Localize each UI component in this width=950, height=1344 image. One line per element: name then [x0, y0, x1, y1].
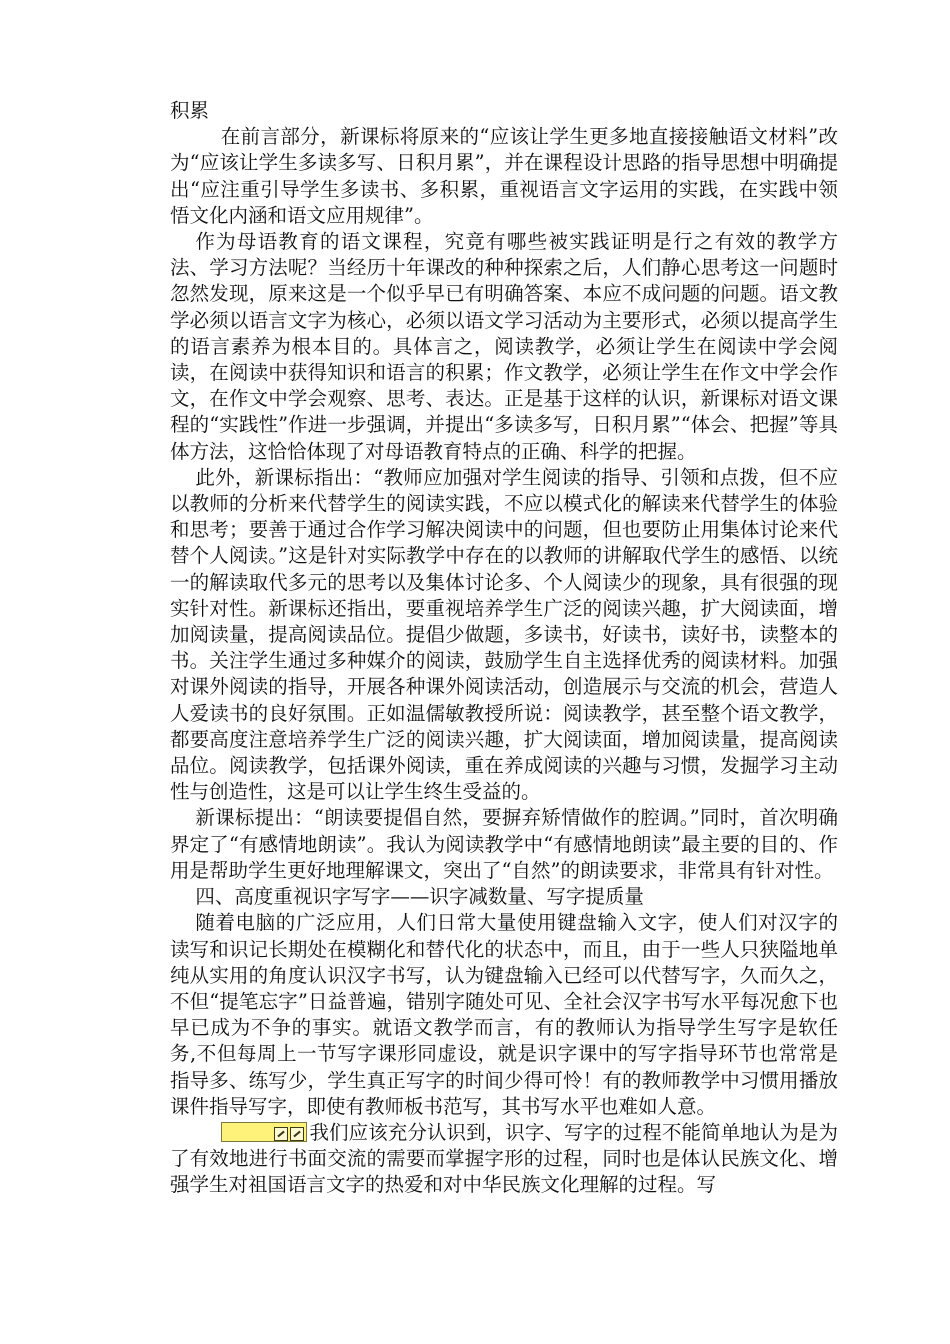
section-heading: 四、高度重视识字写字——识字减数量、写字提质量 [195, 885, 644, 909]
document-body [170, 98, 838, 1199]
paragraph: 作为母语教育的语文课程，究竟有哪些被实践证明是行之有效的教学方法、学习方法呢？当经历十年课改的种种探索之后，人们静心思考这一问题时忽然发现，原来这是一个似乎早已有明确答案、本应不成问题的问题。语文教学必须以语言文字为核心，必须以语文学习活动为主要形式，必须以提高学生的语言素养为根本目的。具体言之，阅读教学，必须让学生在阅读中学会阅读，在阅读中获得知识和语言的积累；作文教学，必须让学生在作文中学会作文，在作文中学会观察、思考、表达。正是基于这样的认识，新课标对语文课程的“实践性”作进一步强调，并提出“多读多写，日积月累”“体会、把握”等具体方法，这恰恰体现了对母语教育特点的正确、科学的把握。 [170, 230, 838, 463]
paragraph: 在前言部分，新课标将原来的“应该让学生更多地直接接触语文材料”改为“应该让学生多读多写、日积月累”，并在课程设计思路的指导思想中明确提出“应注重引导学生多读书、多积累，重视语言文字运用的实践，在实践中领悟文化内涵和语文应用规律”。 [170, 125, 838, 227]
pencil-note-icon [290, 1127, 304, 1141]
pencil-note-icon [274, 1127, 288, 1141]
annotation-marker-icon[interactable] [221, 1122, 308, 1142]
paragraph: 此外，新课标指出：“教师应加强对学生阅读的指导、引领和点拨，但不应以教师的分析来代替学生的阅读实践，不应以模式化的解读来代替学生的体验和思考；要善于通过合作学习解决阅读中的问题，但也要防止用集体讨论来代替个人阅读。”这是针对实际教学中存在的以教师的讲解取代学生的感悟、以统一的解读取代多元的思考以及集体讨论多、个人阅读少的现象，具有很强的现实针对性。新课标还指出，要重视培养学生广泛的阅读兴趣，扩大阅读面，增加阅读量，提高阅读品位。提倡少做题，多读书，好读书，读好书，读整本的书。关注学生通过多种媒介的阅读，鼓励学生自主选择优秀的阅读材料。加强对课外阅读的指导，开展各种课外阅读活动，创造展示与交流的机会，营造人人爱读书的良好氛围。正如温儒敏教授所说：阅读教学，甚至整个语文教学，都要高度注意培养学生广泛的阅读兴趣，扩大阅读面，增加阅读量，提高阅读品位。阅读教学，包括课外阅读，重在养成阅读的兴趣与习惯，发掘学习主动性与创造性，这是可以让学生终生受益的。 [170, 465, 838, 804]
paragraph: 随着电脑的广泛应用，人们日常大量使用键盘输入文字，使人们对汉字的读写和识记长期处在模糊化和替代化的状态中，而且，由于一些人只狭隘地单纯从实用的角度认识汉字书写，认为键盘输入已经可以代替写字，久而久之，不但“提笔忘字”日益普遍，错别字随处可见、全社会汉字书写水平每况愈下也早已成为不争的事实。就语文教学而言，有的教师认为指导学生写字是软任务,不但每周上一节写字课形同虚设，就是识字课中的写字指导环节也常常是指导多、练写少，学生真正写字的时间少得可怜！有的教师教学中习惯用播放课件指导写字，即使有教师板书范写，其书写水平也难如人意。 [170, 911, 838, 1118]
paragraph-fragment: 积累 [170, 99, 210, 122]
paragraph-with-marker [170, 1120, 838, 1199]
paragraph: 新课标提出：“朗读要提倡自然，要摒弃矫情做作的腔调。”同时，首次明确界定了“有感情地朗读”。我认为阅读教学中“有感情地朗读”最主要的目的、作用是帮助学生更好地理解课文，突出了“自然”的朗读要求，非常具有针对性。 [170, 806, 838, 882]
paragraph-text: 我们应该充分认识到，识字、写字的过程不能简单地认为是为了有效地进行书面交流的需要而掌握字形的过程，同时也是体认民族文化、增强学生对祖国语言文字的热爱和对中华民族文化理解的过程。写 [170, 1120, 838, 1197]
